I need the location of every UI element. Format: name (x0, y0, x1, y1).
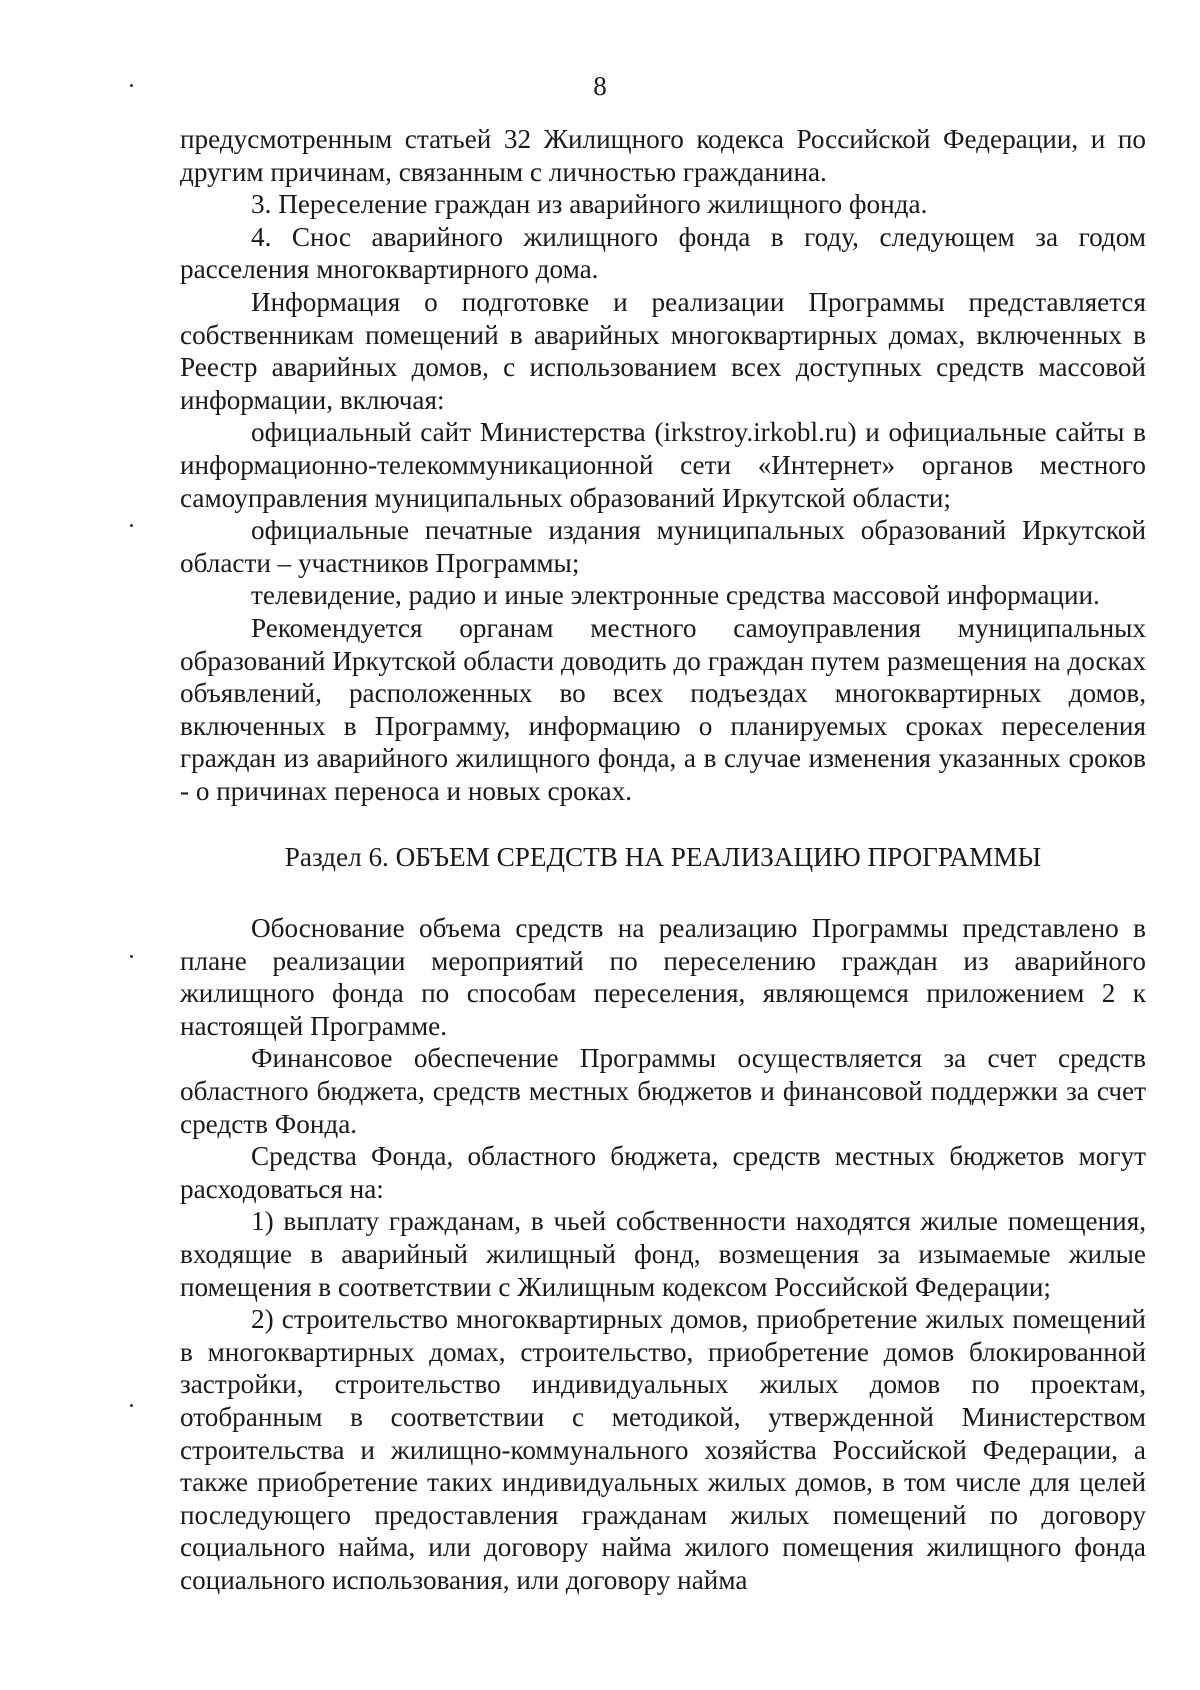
paragraph: официальный сайт Министерства (irkstroy.irkobl.ru) и официальные сайты в информационно-телекоммуникационной сети «Интернет» органов местного самоуправления муниципальных образований Иркутской области; (180, 417, 1146, 513)
paragraph: Средства Фонда, областного бюджета, средств местных бюджетов могут расходоваться на: (180, 1141, 1146, 1204)
paragraph: предусмотренным статьей 32 Жилищного кодекса Российской Федерации, и по другим причинам, связанным с личностью гражданина. (180, 124, 1146, 187)
scan-dot (130, 84, 133, 87)
paragraph: 3. Переселение граждан из аварийного жилищного фонда. (251, 189, 928, 220)
paragraph: официальные печатные издания муниципальных образований Иркутской области – участников Программы; (180, 515, 1146, 578)
scan-dot (130, 1404, 133, 1407)
scan-dot (130, 524, 133, 527)
section-heading: Раздел 6. ОБЪЕМ СРЕДСТВ НА РЕАЛИЗАЦИЮ ПРОГРАММЫ (284, 842, 1042, 873)
scan-dot (130, 955, 133, 958)
paragraphs-after (180, 912, 1146, 1596)
page-number: 8 (593, 71, 607, 101)
paragraph: 1) выплату гражданам, в чьей собственности находятся жилые помещения, входящие в аварийный жилищный фонд, возмещения за изымаемые жилые помещения в соответствии с Жилищным кодексом Российской Федерации; (180, 1206, 1146, 1302)
paragraph: 2) строительство многоквартирных домов, приобретение жилых помещений в многоквартирных домах, строительство, приобретение домов блокированной застройки, строительство индивидуальных жилых домов по проектам, отобранным в соответствии с методикой, утвержденной Министерством строительства и жилищно-коммунального хозяйства Российской Федерации, а также приобретение таких индивидуальных жилых домов, в том числе для целей последующего предоставления гражданам жилых помещений по договору социального найма, или договору найма жилого помещения жилищного фонда социального использования, или договору найма (180, 1304, 1146, 1595)
paragraphs-before (180, 123, 1146, 807)
paragraph: Рекомендуется органам местного самоуправления муниципальных образований Иркутской области доводить до граждан путем размещения на досках объявлений, расположенных во всех подъездах многоквартирных домов, включенных в Программу, информацию о планируемых сроках переселения граждан из аварийного жилищного фонда, а в случае изменения указанных сроков - о причинах переноса и новых сроках. (180, 612, 1146, 806)
paragraph: телевидение, радио и иные электронные средства массовой информации. (251, 580, 1100, 611)
document-body (180, 123, 1146, 1597)
paragraph: Обоснование объема средств на реализацию Программы представлено в плане реализации мероприятий по переселению граждан из аварийного жилищного фонда по способам переселения, являющемся приложением 2 к настоящей Программе. (180, 913, 1146, 1041)
paragraph: Информация о подготовке и реализации Программы представляется собственникам помещений в аварийных многоквартирных домах, включенных в Реестр аварийных домов, с использованием всех доступных средств массовой информации, включая: (180, 286, 1146, 415)
paragraph: 4. Снос аварийного жилищного фонда в году, следующем за годом расселения многоквартирного дома. (180, 221, 1146, 285)
paragraph: Финансовое обеспечение Программы осуществляется за счет средств областного бюджета, средств местных бюджетов и финансовой поддержки за счет средств Фонда. (180, 1043, 1146, 1139)
